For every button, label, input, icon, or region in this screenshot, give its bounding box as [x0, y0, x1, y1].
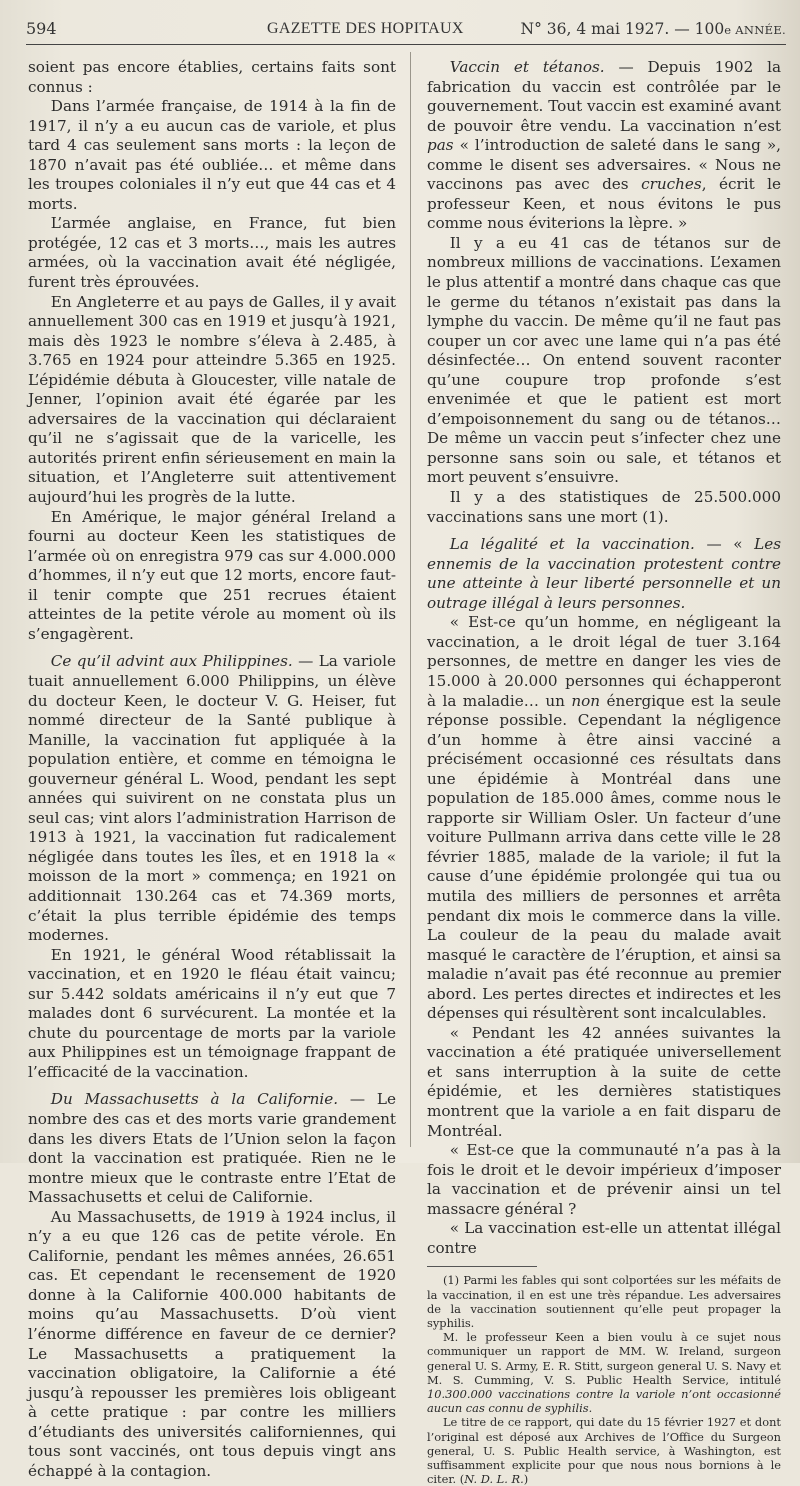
emphasis: pas [427, 136, 454, 155]
paragraph: L’armée anglaise, en France, fut bien protégée, 12 cas et 3 morts…, mais les autres armées, où la vaccination avait été négligée, furent très éprouvées. [28, 214, 396, 292]
issue-date: N° 36, 4 mai 1927. — 100 [520, 20, 725, 38]
right-column [427, 58, 781, 1486]
section-text: — « [694, 535, 755, 554]
section-vaccin-tetanos [427, 58, 781, 234]
footnote-rule [427, 1266, 537, 1267]
footnote [427, 1330, 781, 1415]
section-text: — La variole tuait annuellement 6.000 Philippins, un élève du docteur Keen, le docteur V. G. Heiser, fut nommé directeur de la Santé publique à Manille, la vaccination fut appliquée à la population entière, et comme en témoigna le gouverneur général L. Wood, pendant les sept années qui suivirent on ne constata plus un seul cas; vint alors l’administration Harrison de 1913 à 1921, la vaccination fut radicalement négligée dans toutes les îles, et en 1918 la « moisson de la mort » commença; en 1921 on additionnait 130.264 cas et 74.369 morts, c’était la plus terrible épidémie des temps modernes. [28, 652, 396, 945]
section-text: , écrit le professeur Keen, et nous évitons le pus comme nous éviterions la lèpre. » [427, 175, 781, 233]
paragraph: En Amérique, le major général Ireland a fourni au docteur Keen les statistiques de l’armée où on enregistra 979 cas sur 4.000.000 d’hommes, il n’y eut que 12 morts, encore faut-il tenir compte que 251 recrues étaient atteintes de la petite vérole au moment où ils s’engagèrent. [28, 507, 396, 643]
editor-note: N. D. L. R. [464, 1472, 524, 1486]
paragraph: soient pas encore établies, certains faits sont connus : [28, 58, 396, 96]
emphasis: non [571, 691, 601, 710]
column-separator [410, 52, 411, 1147]
section-text: — Depuis 1902 la fabrication du vaccin est contrôlée par le gouvernement. Tout vaccin est examiné avant de pouvoir être vendu. La vaccination n’est [427, 58, 781, 135]
paragraph: En 1921, le général Wood rétablissait la vaccination, et en 1920 le fléau était vaincu; sur 5.442 soldats américains il n’y eut que 7 malades dont 6 survécurent. La montée et la chute du pourcentage de morts par la variole aux Philippines est un témoignage frappant de l’efficacité de la vaccination. [28, 945, 396, 1081]
paragraph: « Pendant les 42 années suivantes la vaccination a été pratiquée universellement et sans interruption à la suite de cette épidémie, et les dernières statistiques montrent que la variole a en fait disparu de Montréal. [427, 1023, 781, 1140]
paragraph [427, 613, 781, 1023]
section-text: « l’introduction de saleté dans le sang », comme le disent ses adversaires. « Nous ne vaccinons pas avec des [427, 136, 781, 194]
footnotes [427, 1273, 781, 1486]
issue-info [521, 18, 787, 41]
section-philippines [28, 652, 396, 945]
journal-title: GAZETTE DES HOPITAUX [267, 20, 464, 37]
report-title: 10.300.000 vaccinations contre la variole n’ont occasionné aucun cas connu de syphilis. [427, 1386, 781, 1416]
section-text: — Le nombre des cas et des morts varie grandement dans les divers Etats de l’Union selon la façon dont la vaccination est pratiquée. Rien ne le montre mieux que le contraste entre l’Etat de Massachusetts et celui de Californie. [28, 1090, 396, 1207]
emphasis: Les ennemis de la vaccination protestent contre une atteinte à leur liberté personnelle et un outrage illégal à leurs personnes. [427, 535, 782, 612]
paragraph: « Est-ce que la communauté n’a pas à la fois le droit et le devoir impérieux d’imposer la vaccination et de prévenir ainsi un tel massacre général ? [427, 1141, 781, 1218]
left-column [28, 58, 396, 1481]
paragraph: Il y a des statistiques de 25.500.000 vaccinations sans une mort (1). [427, 488, 781, 526]
section-legalite [427, 535, 781, 613]
section-title: Du Massachusetts à la Californie. [50, 1090, 339, 1109]
paragraph: Au Massachusetts, de 1919 à 1924 inclus, il n’y a eu que 126 cas de petite vérole. En Californie, pendant les mêmes années, 26.651 cas. Et cependant le recensement de 1920 donne à la Californie 400.000 habitants de moins qu’au Massachusetts. D’où vient l’énorme différence en faveur de ce dernier? Le Massachusetts a pratiquement la vaccination obligatoire, la Californie a été jusqu’à repousser les premières lois obligeant à cette pratique : par contre les milliers d’étudiants des universités californiennes, qui tous sont vaccinés, ont tous depuis vingt ans échappé à la contagion. [28, 1207, 396, 1480]
section-title: La légalité et la vaccination. [449, 535, 695, 554]
paragraph: Il y a eu 41 cas de tétanos sur de nombreux millions de vaccinations. L’examen le plus attentif a montré dans chaque cas que le germe du tétanos n’existait pas dans la lymphe du vaccin. De même qu’il ne faut pas couper un cor avec une lame qui n’a pas été désinfectée… On entend souvent raconter qu’une coupure trop profonde s’est envenimée et que le patient est mort d’empoisonnement du sang ou de tétanos… De même un vaccin peut s’infecter chez une personne sans soin ou sale, et tétanos et mort peuvent s’ensuivre. [427, 233, 781, 487]
paragraph: En Angleterre et au pays de Galles, il y avait annuellement 300 cas en 1919 et jusqu’à 1921, mais dès 1923 le nombre s’éleva à 2.485, à 3.765 en 1924 pour atteindre 5.365 en 1925. L’épidémie débuta à Gloucester, ville natale de Jenner, l’opinion avait été égarée par les adversaires de la vaccination qui déclaraient qu’il ne s’agissait que de la varicelle, les autorités prirent enfin sérieusement en main la situation, et l’Angleterre suit attentivement aujourd’hui les progrès de la lutte. [28, 292, 396, 507]
footnote [427, 1415, 781, 1486]
header-rule [26, 44, 786, 45]
footnote: (1) Parmi les fables qui sont colportées sur les méfaits de la vaccination, il en est une très répandue. Les adversaires de la vaccination soutiennent qu’elle peut propager la syphilis. [427, 1273, 781, 1330]
paragraph: Dans l’armée française, de 1914 à la fin de 1917, il n’y a eu aucun cas de variole, et plus tard 4 cas seulement sans morts : la leçon de 1870 n’avait pas été oubliée… et même dans les troupes coloniales il n’y eut que 44 cas et 4 morts. [28, 97, 396, 213]
paragraph-text: « Est-ce qu’un homme, en négligeant la vaccination, a le droit légal de tuer 3.164 personnes, de mettre en danger les vies de 15.000 à 20.000 personnes qui échapperont à la maladie… un [427, 613, 781, 710]
issue-year: e ANNÉE. [724, 23, 786, 37]
section-title: Vaccin et tétanos. [449, 58, 605, 76]
section-massachusetts [28, 1090, 396, 1207]
page-header [26, 18, 786, 40]
footnote-text: Le titre de ce rapport, qui date du 15 février 1927 et dont l’original est déposé aux Archives de l’Office du Surgeon general, U. S. Public Health service, à Washington, est suffisamment explicite pour que nous nous bornions à le citer. ( [427, 1415, 781, 1486]
emphasis: cruches [641, 175, 702, 194]
footnote-text: ) [523, 1472, 529, 1486]
page-number: 594 [26, 19, 57, 38]
section-title: Ce qu’il advint aux Philippines. [50, 652, 293, 671]
paragraph: « La vaccination est-elle un attentat illégal contre [427, 1219, 781, 1257]
paragraph-text: énergique est la seule réponse possible. Cependant la négligence d’un homme à être ainsi vacciné a précisément occasionné ces résultats dans une épidémie à Montréal dans une population de 185.000 âmes, comme nous le rapporte sir William Osler. Un facteur d’une voiture Pullmann arriva dans cette ville le 28 février 1885, malade de la variole; il fut la cause d’une épidémie prolongée qui tua ou mutila des milliers de personnes et arrêta pendant dix mois le commerce dans la ville. La couleur de la peau du malade avait masqué le caractère de l’éruption, et ainsi sa maladie n’avait pas été reconnue au premier abord. Les pertes directes et indirectes et les dépenses qui résultèrent sont incalculables. [427, 691, 782, 1023]
footnote-text: M. le professeur Keen a bien voulu à ce sujet nous communiquer un rapport de MM. W. Ireland, surgeon general U. S. Army, E. R. Stitt, surgeon general U. S. Navy et M. S. Cumming, V. S. Public Health Service, intitulé [427, 1330, 781, 1387]
